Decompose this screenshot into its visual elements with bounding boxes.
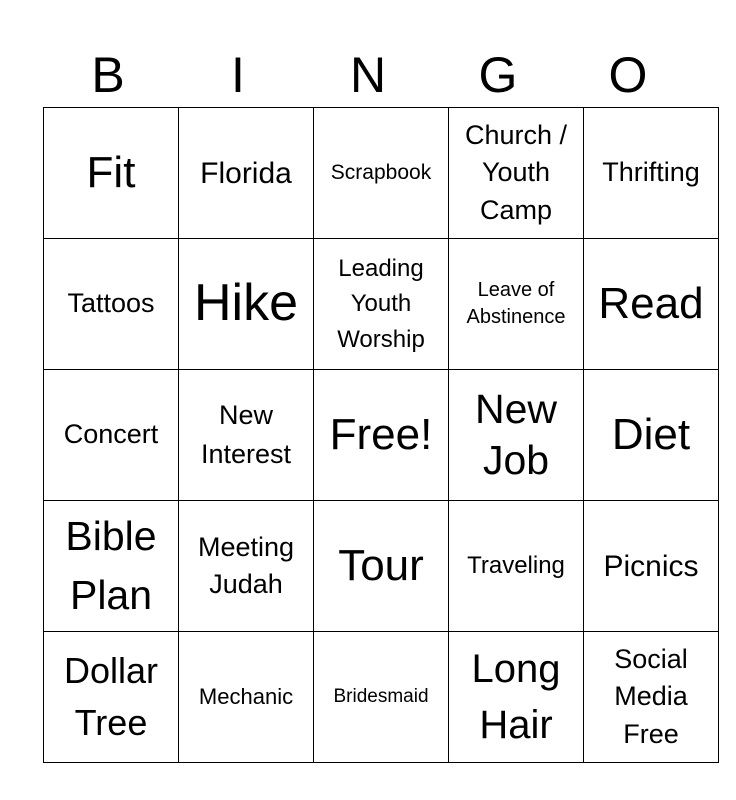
cell-label: Hike <box>193 274 299 333</box>
bingo-cell[interactable] <box>584 239 719 370</box>
cell-label: Bible Plan <box>65 512 157 618</box>
header-letter-o: O <box>608 47 648 103</box>
cell-label: Church / Youth Camp <box>464 120 568 225</box>
board-row <box>44 108 719 239</box>
bingo-cell[interactable] <box>44 370 179 501</box>
cell-label: Concert <box>63 419 159 450</box>
header-letter-i: I <box>231 47 245 103</box>
cell-label: Read <box>598 279 704 329</box>
cell-label: Leave of Abstinence <box>466 279 566 328</box>
bingo-cell[interactable] <box>449 632 584 763</box>
board-row <box>44 370 719 501</box>
bingo-cell[interactable] <box>449 501 584 632</box>
header-letter-b: B <box>91 47 125 103</box>
bingo-cell[interactable] <box>179 501 314 632</box>
cell-label: Scrapbook <box>330 161 432 185</box>
bingo-cell[interactable] <box>179 632 314 763</box>
bingo-cell[interactable] <box>314 501 449 632</box>
cell-label: Free! <box>329 410 433 460</box>
bingo-cell[interactable] <box>179 108 314 239</box>
board-row <box>44 239 719 370</box>
bingo-cell[interactable] <box>449 239 584 370</box>
bingo-cell[interactable] <box>44 632 179 763</box>
cell-label: Fit <box>86 148 136 198</box>
cell-label: Diet <box>611 410 691 460</box>
cell-label: Traveling <box>467 551 565 579</box>
bingo-cell[interactable] <box>584 370 719 501</box>
header-letter-n: N <box>349 47 387 103</box>
bingo-cell[interactable] <box>314 239 449 370</box>
board-row <box>44 501 719 632</box>
header-letter-g: G <box>478 47 518 103</box>
cell-label: Florida <box>200 156 292 190</box>
bingo-cell[interactable] <box>314 632 449 763</box>
bingo-cell[interactable] <box>44 501 179 632</box>
bingo-cell[interactable] <box>44 108 179 239</box>
cell-label: Leading Youth Worship <box>337 254 425 353</box>
board-row <box>44 632 719 763</box>
cell-label: Mechanic <box>198 684 294 710</box>
cell-label: Tattoos <box>67 288 155 319</box>
bingo-cell[interactable] <box>584 501 719 632</box>
bingo-cell[interactable] <box>449 108 584 239</box>
bingo-cell[interactable] <box>179 239 314 370</box>
bingo-board <box>43 107 719 763</box>
bingo-cell[interactable] <box>449 370 584 501</box>
bingo-header <box>43 42 693 108</box>
cell-label: Social Media Free <box>614 644 688 749</box>
bingo-cell[interactable] <box>314 108 449 239</box>
bingo-cell[interactable] <box>584 632 719 763</box>
cell-label: New Job <box>474 385 558 483</box>
cell-label: Meeting Judah <box>197 531 295 599</box>
cell-label: Picnics <box>603 549 699 583</box>
cell-label: Tour <box>338 541 424 591</box>
bingo-cell[interactable] <box>314 370 449 501</box>
cell-label: Bridesmaid <box>333 686 429 708</box>
bingo-cell[interactable] <box>584 108 719 239</box>
bingo-cell[interactable] <box>44 239 179 370</box>
cell-label: Dollar Tree <box>63 649 159 743</box>
cell-label: New Interest <box>200 399 292 469</box>
cell-label: Long Hair <box>471 647 561 747</box>
bingo-cell[interactable] <box>179 370 314 501</box>
cell-label: Thrifting <box>602 157 700 188</box>
